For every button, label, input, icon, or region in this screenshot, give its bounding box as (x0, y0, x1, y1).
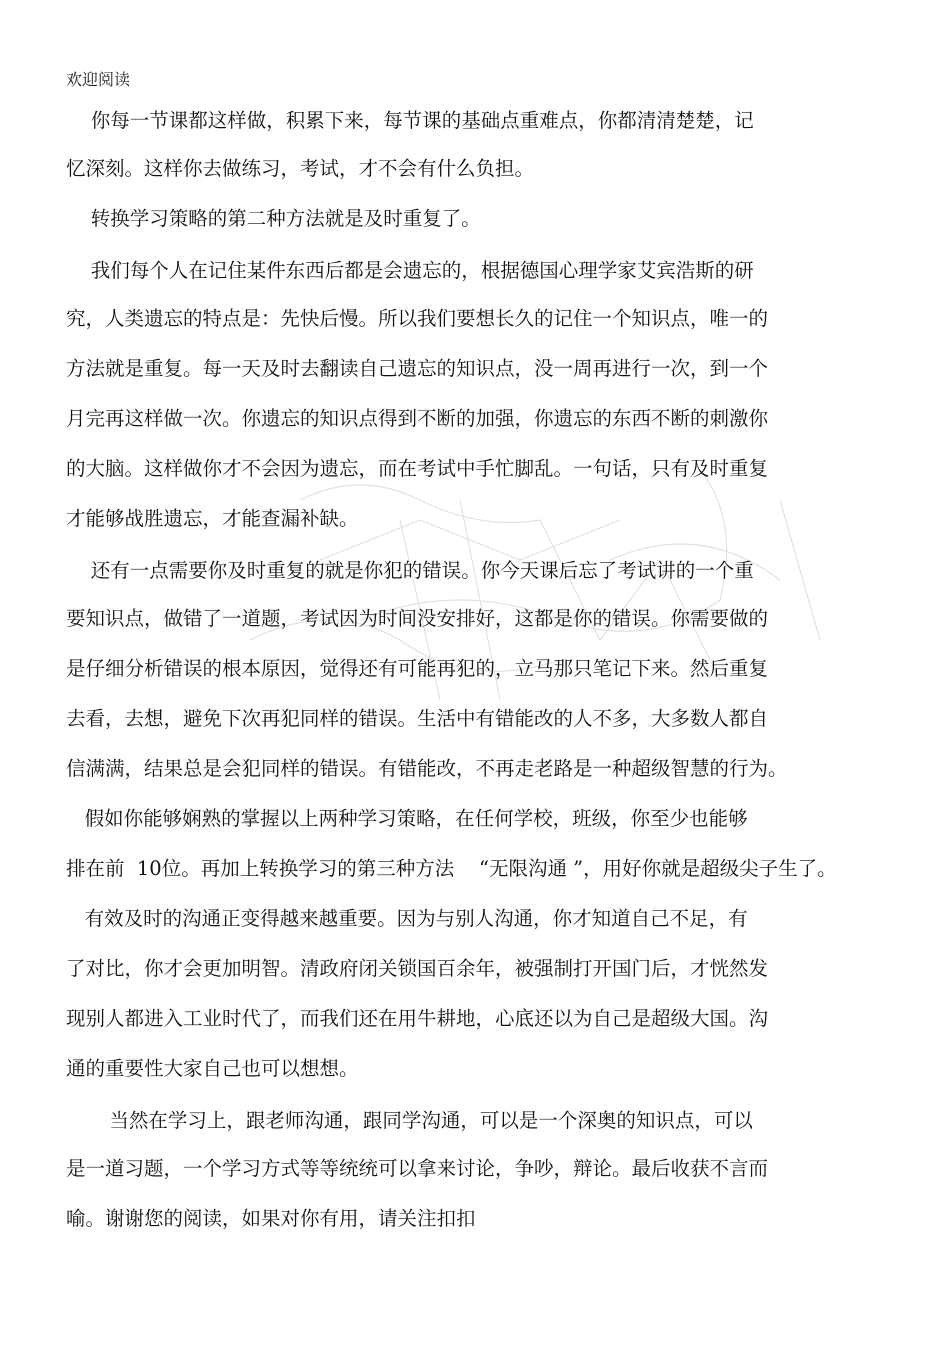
text-line: 要知识点，做错了一道题，考试因为时间没安排好，这都是你的错误。你需要做的 (66, 607, 769, 630)
text-line: 排在前 10位。再加上转换学习的第三种方法 “无限沟通 ”，用好你就是超级尖子生了。 (66, 857, 837, 880)
text-line: 喻。谢谢您的阅读，如果对你有用，请关注扣扣 (66, 1207, 476, 1230)
text-line: 有效及时的沟通正变得越来越重要。因为与别人沟通，你才知道自己不足，有 (66, 907, 748, 930)
header-label: 欢迎阅读 (66, 70, 131, 89)
text-line: 还有一点需要你及时重复的就是你犯的错误。你今天课后忘了考试讲的一个重 (66, 559, 754, 582)
text-line: 月完再这样做一次。你遗忘的知识点得到不断的加强，你遗忘的东西不断的刺激你 (66, 407, 769, 430)
text-line: 方法就是重复。每一天及时去翻读自己遗忘的知识点，没一周再进行一次，到一个 (66, 357, 769, 380)
text-line: 信满满，结果总是会犯同样的错误。有错能改，不再走老路是一种超级智慧的行为。 (66, 757, 788, 780)
text-line: 去看，去想，避免下次再犯同样的错误。生活中有错能改的人不多，大多数人都自 (66, 707, 769, 730)
text-line: 是仔细分析错误的根本原因，觉得还有可能再犯的，立马那只笔记下来。然后重复 (66, 657, 769, 680)
text-line: 你每一节课都这样做，积累下来，每节课的基础点重难点，你都清清楚楚，记 (66, 109, 754, 132)
text-line: 是一道习题，一个学习方式等等统统可以拿来讨论，争吵，辩论。最后收获不言而 (66, 1157, 769, 1180)
text-line: 现别人都进入工业时代了，而我们还在用牛耕地，心底还以为自己是超级大国。沟 (66, 1007, 769, 1030)
text-line: 的大脑。这样做你才不会因为遗忘，而在考试中手忙脚乱。一句话，只有及时重复 (66, 457, 769, 480)
text-line: 忆深刻。这样你去做练习，考试，才不会有什么负担。 (66, 157, 535, 180)
text-line: 转换学习策略的第二种方法就是及时重复了。 (66, 207, 481, 230)
text-line: 通的重要性大家自己也可以想想。 (66, 1057, 359, 1080)
text-line: 假如你能够娴熟的掌握以上两种学习策略，在任何学校，班级，你至少也能够 (66, 807, 748, 830)
text-line: 才能够战胜遗忘，才能查漏补缺。 (66, 507, 359, 530)
text-line: 究，人类遗忘的特点是：先快后慢。所以我们要想长久的记住一个知识点，唯一的 (66, 307, 769, 330)
text-line: 我们每个人在记住某件东西后都是会遗忘的，根据德国心理学家艾宾浩斯的研 (66, 259, 754, 282)
text-line: 了对比，你才会更加明智。清政府闭关锁国百余年，被强制打开国门后，才恍然发 (66, 957, 769, 980)
text-line: 当然在学习上，跟老师沟通，跟同学沟通，可以是一个深奥的知识点，可以 (66, 1109, 753, 1132)
